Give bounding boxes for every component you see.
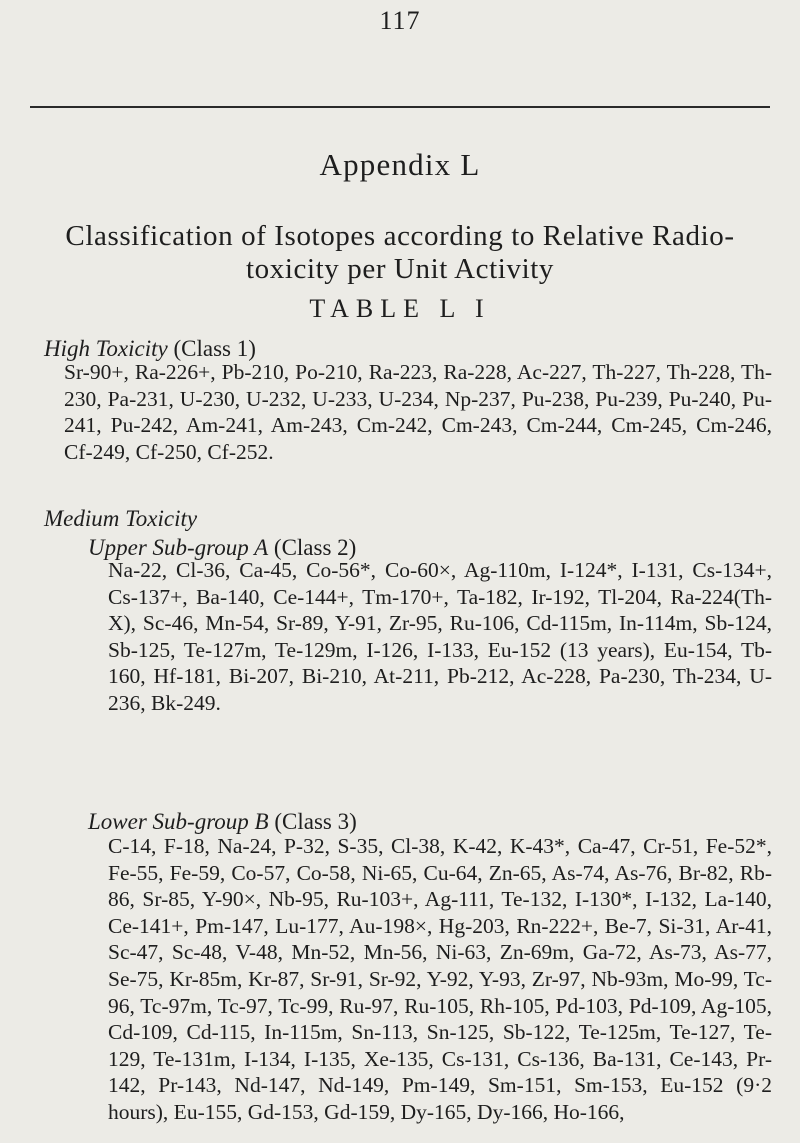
- upper-sub-group-heading-label: Upper Sub-group A: [88, 535, 269, 560]
- table-label: TABLE L I: [309, 294, 491, 323]
- high-toxicity-isotope-list: Sr-90+, Ra-226+, Pb-210, Po-210, Ra-223, Ra-228, Ac-227, Th-227, Th-228, Th-230, Pa-231, U-230, U-232, U-233, U-234, Np-237, Pu-238, Pu-239, Pu-240, Pu-241, Pu-242, Am-241, Am-243, Cm-242, Cm-243, Cm-244, Cm-245, Cm-246, Cf-249, Cf-250, Cf-252.: [64, 360, 772, 464]
- medium-toxicity-heading-label: Medium Toxicity: [44, 506, 198, 531]
- lower-sub-group-class: (Class 3): [274, 809, 357, 834]
- lower-sub-group-heading: [88, 809, 357, 835]
- high-toxicity-class: (Class 1): [173, 336, 256, 361]
- high-toxicity-heading-label: High Toxicity: [44, 336, 168, 361]
- page-number: 117: [379, 6, 421, 35]
- upper-sub-group-isotope-list: Na-22, Cl-36, Ca-45, Co-56*, Co-60×, Ag-110m, I-124*, I-131, Cs-134+, Cs-137+, Ba-140, Ce-144+, Tm-170+, Ta-182, Ir-192, Tl-204, Ra-224(Th-X), Sc-46, Mn-54, Sr-89, Y-91, Zr-95, Ru-106, Cd-115m, In-114m, Sb-124, Sb-125, Te-127m, Te-129m, I-126, I-133, Eu-152 (13 years), Eu-154, Tb-160, Hf-181, Bi-207, Bi-210, At-211, Pb-212, Ac-228, Pa-230, Th-234, U-236, Bk-249.: [108, 558, 772, 715]
- upper-sub-group-class: (Class 2): [273, 535, 357, 560]
- document-title: Classification of Isotopes according to Relative Radio-toxicity per Unit Activity: [65, 220, 735, 285]
- appendix-title: Appendix L: [319, 147, 481, 182]
- lower-sub-group-heading-label: Lower Sub-group B: [88, 809, 269, 834]
- medium-toxicity-heading: [44, 506, 197, 532]
- header-rule: [30, 106, 770, 108]
- lower-sub-group-isotope-list: C-14, F-18, Na-24, P-32, S-35, Cl-38, K-42, K-43*, Ca-47, Cr-51, Fe-52*, Fe-55, Fe-59, Co-57, Co-58, Ni-65, Cu-64, Zn-65, As-74, As-76, Br-82, Rb-86, Sr-85, Y-90×, Nb-95, Ru-103+, Ag-111, Te-132, I-130*, I-132, La-140, Ce-141+, Pm-147, Lu-177, Au-198×, Hg-203, Rn-222+, Be-7, Si-31, Ar-41, Sc-47, Sc-48, V-48, Mn-52, Mn-56, Ni-63, Zn-69m, Ga-72, As-73, As-77, Se-75, Kr-85m, Kr-87, Sr-91, Sr-92, Y-92, Y-93, Zr-97, Nb-93m, Mo-99, Tc-96, Tc-97m, Tc-97, Tc-99, Ru-97, Ru-105, Rh-105, Pd-103, Pd-109, Ag-105, Cd-109, Cd-115, In-115m, Sn-113, Sn-125, Sb-122, Te-125m, Te-127, Te-129, Te-131m, I-134, I-135, Xe-135, Cs-131, Cs-136, Ba-131, Ce-143, Pr-142, Pr-143, Nd-147, Nd-149, Pm-149, Sm-151, Sm-153, Eu-152 (9·2 hours), Eu-155, Gd-153, Gd-159, Dy-165, Dy-166, Ho-166,: [108, 834, 772, 1124]
